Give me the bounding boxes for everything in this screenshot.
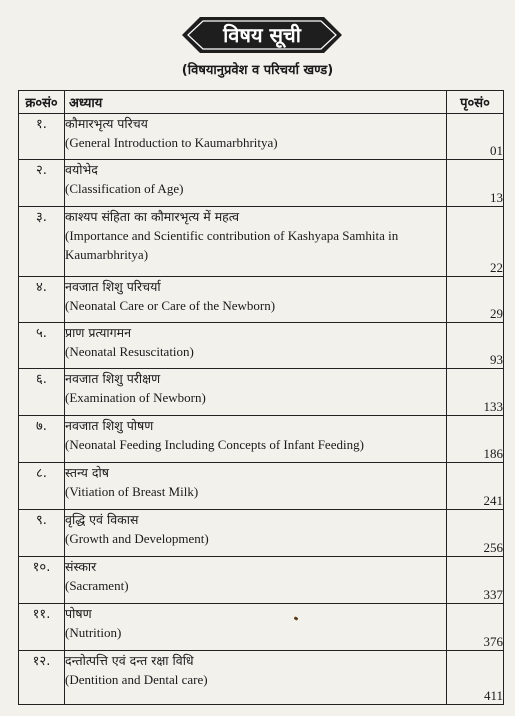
table-row [19,416,504,463]
row-chapter [65,557,447,604]
chapter-title-english: (Growth and Development) [65,531,209,546]
row-serial-number: २. [19,160,65,207]
table-row [19,557,504,604]
row-serial-number: ३. [19,207,65,277]
row-chapter [65,323,447,369]
table-row [19,160,504,207]
chapter-title-english: (Importance and Scientific contribution of Kashyapa Samhita in Kaumarbhritya) [65,228,399,262]
chapter-title-english: (Classification of Age) [65,181,184,196]
table-row [19,369,504,416]
row-chapter [65,160,447,207]
chapter-title-english: (General Introduction to Kaumarbhritya) [65,135,278,150]
chapter-title-hindi: संस्कार [65,559,97,574]
row-serial-number: ११. [19,604,65,651]
table-row [19,604,504,651]
row-serial-number: ५. [19,323,65,369]
row-serial-number: १०. [19,557,65,604]
table-row [19,207,504,277]
chapter-title-hindi: प्राण प्रत्यागमन [65,325,132,340]
row-chapter [65,416,447,463]
table-row [19,114,504,160]
page-subtitle: (विषयानुप्रवेश व परिचर्या खण्ड) [181,63,334,78]
chapter-title-english: (Neonatal Feeding Including Concepts of Infant Feeding) [65,437,364,452]
row-chapter [65,510,447,557]
row-serial-number: ९. [19,510,65,557]
row-chapter [65,463,447,510]
row-page-number: 411 [447,651,504,705]
chapter-title-hindi: काश्यप संहिता का कौमारभृत्य में महत्व [65,209,240,224]
contents-table [18,90,504,705]
chapter-title-english: (Nutrition) [65,625,122,640]
row-page-number: 256 [447,510,504,557]
row-page-number: 93 [447,323,504,369]
chapter-title-english: (Dentition and Dental care) [65,672,208,687]
row-page-number: 376 [447,604,504,651]
row-page-number: 01 [447,114,504,160]
row-chapter [65,369,447,416]
chapter-title-hindi: वयोभेद [65,162,98,177]
table-row [19,510,504,557]
row-page-number: 29 [447,277,504,323]
row-serial-number: ६. [19,369,65,416]
chapter-title-hindi: दन्तोत्पत्ति एवं दन्त रक्षा विधि [65,653,194,668]
chapter-title-hindi: नवजात शिशु पोषण [65,418,154,433]
row-page-number: 13 [447,160,504,207]
table-row [19,277,504,323]
table-header-row [19,91,504,114]
row-serial-number: ७. [19,416,65,463]
chapter-title-english: (Examination of Newborn) [65,390,206,405]
chapter-title-hindi: पोषण [65,606,92,621]
row-chapter [65,604,447,651]
chapter-title-hindi: वृद्धि एवं विकास [65,512,139,527]
header-serial-number: क्र०सं० [19,91,65,114]
chapter-title-english: (Neonatal Resuscitation) [65,344,194,359]
page-title: विषय सूची [223,23,301,47]
row-page-number: 133 [447,369,504,416]
chapter-title-english: (Sacrament) [65,578,129,593]
row-chapter [65,277,447,323]
row-serial-number: १. [19,114,65,160]
row-page-number: 186 [447,416,504,463]
row-page-number: 22 [447,207,504,277]
chapter-title-hindi: कौमारभृत्य परिचय [65,116,148,131]
table-row [19,651,504,705]
chapter-title-hindi: स्तन्य दोष [65,465,109,480]
chapter-title-english: (Vitiation of Breast Milk) [65,484,199,499]
table-row [19,463,504,510]
title-banner [182,15,342,55]
row-serial-number: ८. [19,463,65,510]
chapter-title-hindi: नवजात शिशु परीक्षण [65,371,161,386]
row-page-number: 241 [447,463,504,510]
row-serial-number: ४. [19,277,65,323]
row-chapter [65,651,447,705]
row-chapter [65,114,447,160]
table-row [19,323,504,369]
row-chapter [65,207,447,277]
row-serial-number: १२. [19,651,65,705]
chapter-title-english: (Neonatal Care or Care of the Newborn) [65,298,276,313]
header-page-number: पृ०सं० [447,91,504,114]
row-page-number: 337 [447,557,504,604]
chapter-title-hindi: नवजात शिशु परिचर्या [65,279,161,294]
header-chapter: अध्याय [65,91,447,114]
